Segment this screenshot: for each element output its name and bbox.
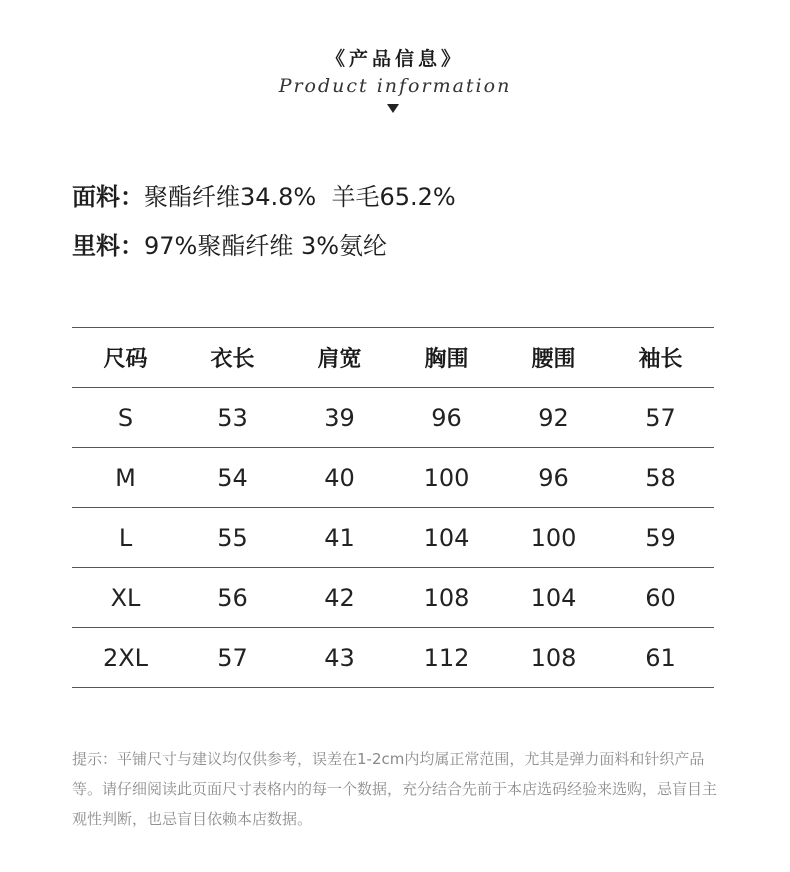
cell-waist: 100	[500, 508, 607, 568]
column-header-length: 衣长	[179, 328, 286, 388]
column-header-shoulder: 肩宽	[286, 328, 393, 388]
cell-chest: 108	[393, 568, 500, 628]
table-header-row	[72, 328, 714, 388]
cell-waist: 108	[500, 628, 607, 688]
cell-shoulder: 41	[286, 508, 393, 568]
column-header-sleeve: 袖长	[607, 328, 714, 388]
cell-size: M	[72, 448, 179, 508]
cell-length: 53	[179, 388, 286, 448]
column-header-chest: 胸围	[393, 328, 500, 388]
cell-shoulder: 39	[286, 388, 393, 448]
lining-value: 97%聚酯纤维 3%氨纶	[144, 232, 388, 260]
fabric-label: 面料：	[72, 183, 144, 211]
lining-label: 里料：	[72, 232, 144, 260]
cell-length: 56	[179, 568, 286, 628]
cell-shoulder: 42	[286, 568, 393, 628]
cell-length: 55	[179, 508, 286, 568]
column-header-size: 尺码	[72, 328, 179, 388]
fabric-value: 聚酯纤维34.8% 羊毛65.2%	[144, 183, 456, 211]
cell-waist: 92	[500, 388, 607, 448]
cell-size: 2XL	[72, 628, 179, 688]
table-row	[72, 448, 714, 508]
cell-sleeve: 59	[607, 508, 714, 568]
table-row	[72, 388, 714, 448]
fabric-line	[72, 177, 456, 212]
cell-sleeve: 57	[607, 388, 714, 448]
column-header-waist: 腰围	[500, 328, 607, 388]
cell-size: S	[72, 388, 179, 448]
size-table	[72, 327, 714, 688]
table-row	[72, 568, 714, 628]
cell-waist: 96	[500, 448, 607, 508]
table-row	[72, 508, 714, 568]
down-arrow-icon	[387, 104, 399, 113]
cell-sleeve: 61	[607, 628, 714, 688]
header-title: 《产品信息》	[325, 48, 464, 70]
table-row	[72, 628, 714, 688]
cell-sleeve: 60	[607, 568, 714, 628]
cell-chest: 100	[393, 448, 500, 508]
cell-size: L	[72, 508, 179, 568]
cell-length: 54	[179, 448, 286, 508]
cell-chest: 104	[393, 508, 500, 568]
cell-waist: 104	[500, 568, 607, 628]
cell-sleeve: 58	[607, 448, 714, 508]
cell-shoulder: 40	[286, 448, 393, 508]
lining-line	[72, 226, 387, 261]
cell-chest: 96	[393, 388, 500, 448]
cell-length: 57	[179, 628, 286, 688]
cell-chest: 112	[393, 628, 500, 688]
cell-size: XL	[72, 568, 179, 628]
size-note: 提示：平铺尺寸与建议均仅供参考，误差在1-2cm内均属正常范围，尤其是弹力面料和针织产品等。请仔细阅读此页面尺寸表格内的每一个数据，充分结合先前于本店选码经验来选购，忌盲目主观性判断，也忌盲目依赖本店数据。	[72, 750, 718, 828]
header-subtitle: Product information	[278, 75, 512, 97]
cell-shoulder: 43	[286, 628, 393, 688]
